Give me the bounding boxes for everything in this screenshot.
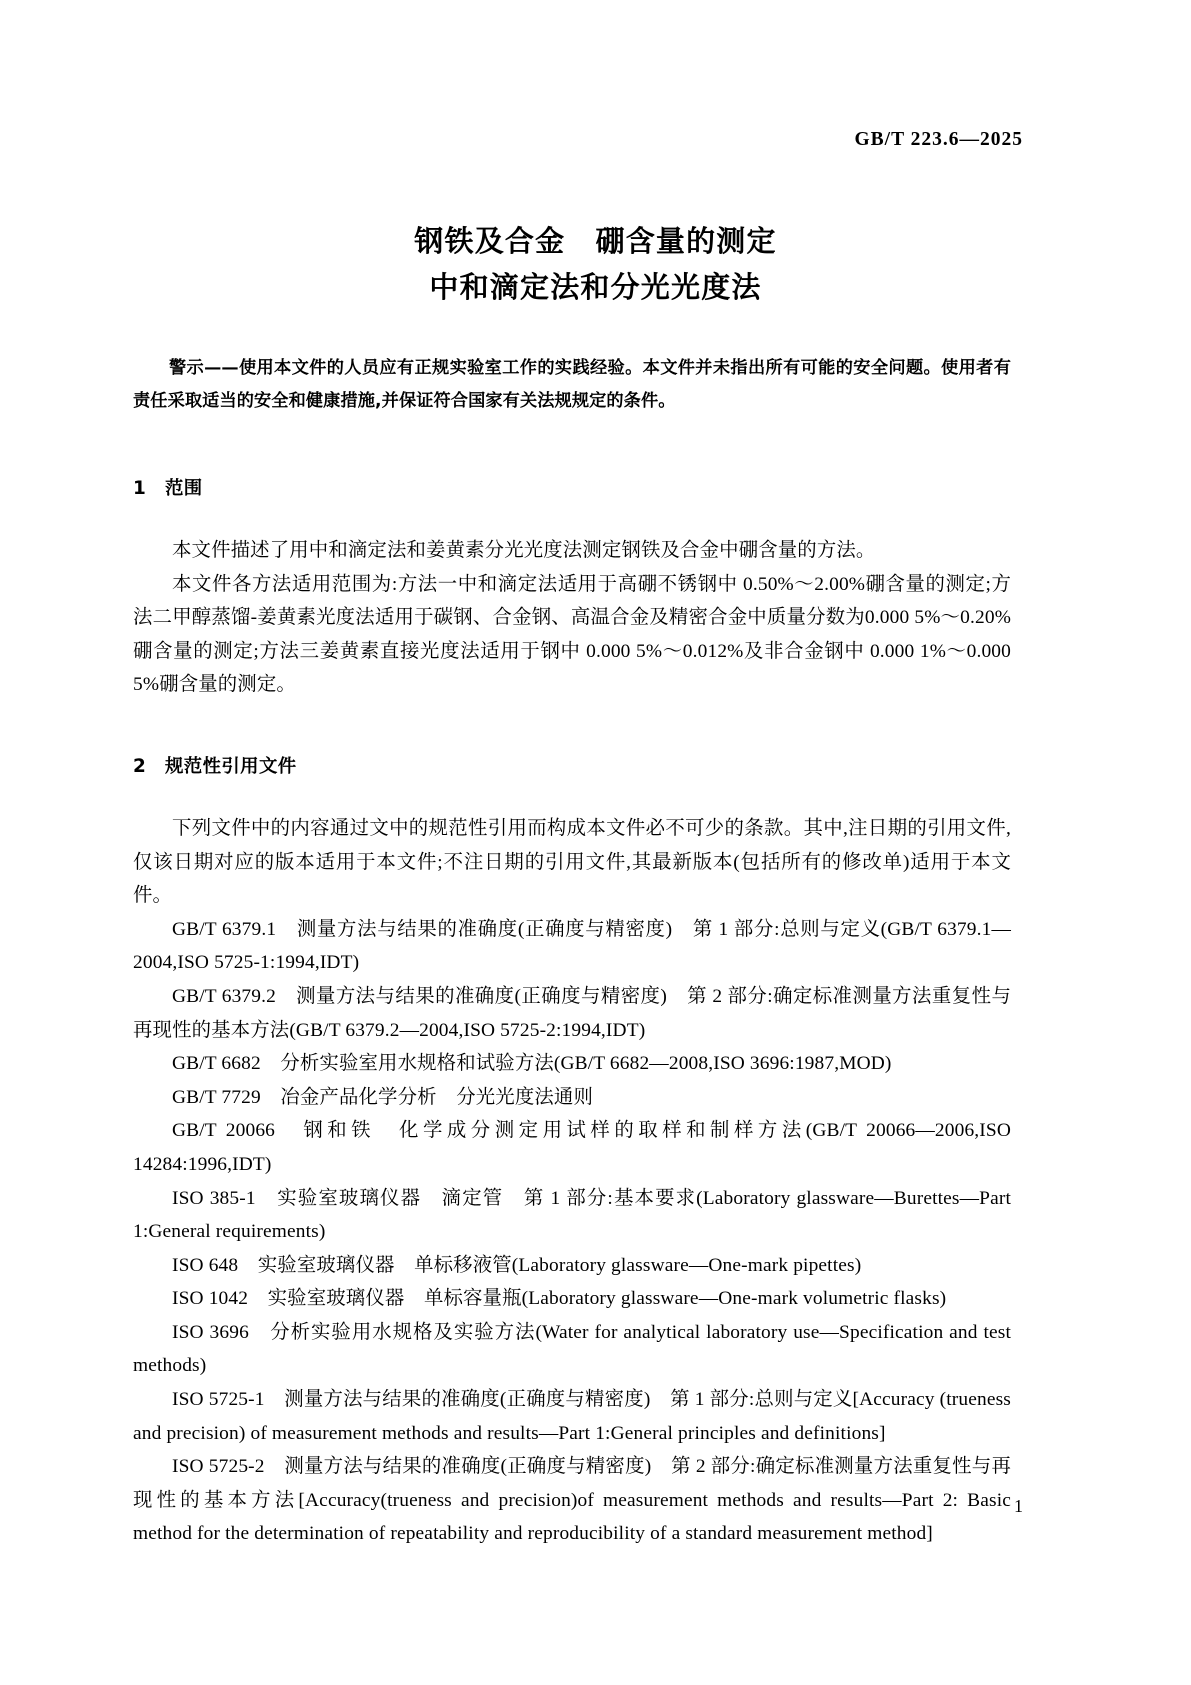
section-2-paragraph-1: 下列文件中的内容通过文中的规范性引用而构成本文件必不可少的条款。其中,注日期的引用文件,仅该日期对应的版本适用于本文件;不注日期的引用文件,其最新版本(包括所有的修改单)适用于本文件。	[133, 817, 1011, 907]
reference-item: GB/T 20066 钢和铁 化学成分测定用试样的取样和制样方法(GB/T 20066—2006,ISO 14284:1996,IDT)	[133, 1120, 1011, 1175]
reference-item: GB/T 6379.1 测量方法与结果的准确度(正确度与精密度) 第 1 部分:总则与定义(GB/T 6379.1—2004,ISO 5725-1:1994,IDT)	[133, 918, 1011, 974]
reference-item: ISO 5725-1 测量方法与结果的准确度(正确度与精密度) 第 1 部分:总则与定义[Accuracy (trueness and precision) of measurement methods and results—Part 1:General principles and definitions]	[133, 1389, 1011, 1444]
reference-item: ISO 1042 实验室玻璃仪器 单标容量瓶(Laboratory glassware—One-mark volumetric flasks)	[172, 1288, 947, 1310]
section-1-paragraph-1: 本文件描述了用中和滴定法和姜黄素分光光度法测定钢铁及合金中硼含量的方法。	[172, 540, 876, 561]
section-heading-2: 2 规范性引用文件	[133, 755, 297, 777]
reference-item: GB/T 7729 冶金产品化学分析 分光光度法通则	[172, 1086, 593, 1108]
header-standard-code: GB/T 223.6—2025	[854, 129, 1023, 150]
document-body	[133, 352, 1011, 1551]
title-line-2: 中和滴定法和分光光度法	[429, 270, 762, 304]
reference-item: GB/T 6379.2 测量方法与结果的准确度(正确度与精密度) 第 2 部分:确定标准测量方法重复性与再现性的基本方法(GB/T 6379.2—2004,ISO 5725-2:1994,IDT)	[133, 985, 1011, 1041]
reference-item: GB/T 6682 分析实验室用水规格和试验方法(GB/T 6682—2008,ISO 3696:1987,MOD)	[172, 1053, 892, 1075]
section-1-paragraph-2: 本文件各方法适用范围为:方法一中和滴定法适用于高硼不锈钢中 0.50%～2.00%硼含量的测定;方法二甲醇蒸馏-姜黄素光度法适用于碳钢、合金钢、高温合金及精密合金中质量分数为0.000 5%～0.20%硼含量的测定;方法三姜黄素直接光度法适用于钢中 0.000 5%～0.012%及非合金钢中 0.000 1%～0.000 5%硼含量的测定。	[133, 573, 1011, 696]
running-header	[855, 128, 1024, 151]
normative-references-list	[133, 913, 1011, 1551]
reference-item: ISO 3696 分析实验用水规格及实验方法(Water for analytical laboratory use—Specification and test methods)	[133, 1321, 1011, 1377]
reference-item: ISO 5725-2 测量方法与结果的准确度(正确度与精密度) 第 2 部分:确定标准测量方法重复性与再现性的基本方法[Accuracy(trueness and precision)of measurement methods and results—Part 2: Basic method for the determination of repeatability and reproducibility of a standard measurement method]	[133, 1456, 1011, 1545]
reference-item: ISO 648 实验室玻璃仪器 单标移液管(Laboratory glassware—One-mark pipettes)	[172, 1254, 862, 1276]
warning-paragraph: 警示——使用本文件的人员应有正规实验室工作的实践经验。本文件并未指出所有可能的安全问题。使用者有责任采取适当的安全和健康措施,并保证符合国家有关法规规定的条件。	[133, 358, 1011, 411]
reference-item: ISO 385-1 实验室玻璃仪器 滴定管 第 1 部分:基本要求(Laboratory glassware—Burettes—Part 1:General requirements)	[133, 1187, 1011, 1243]
document-title	[0, 218, 1191, 310]
section-heading-1: 1 范围	[133, 478, 203, 499]
title-line-1: 钢铁及合金 硼含量的测定	[414, 224, 777, 258]
footer-page-number: 1	[1014, 1496, 1023, 1516]
